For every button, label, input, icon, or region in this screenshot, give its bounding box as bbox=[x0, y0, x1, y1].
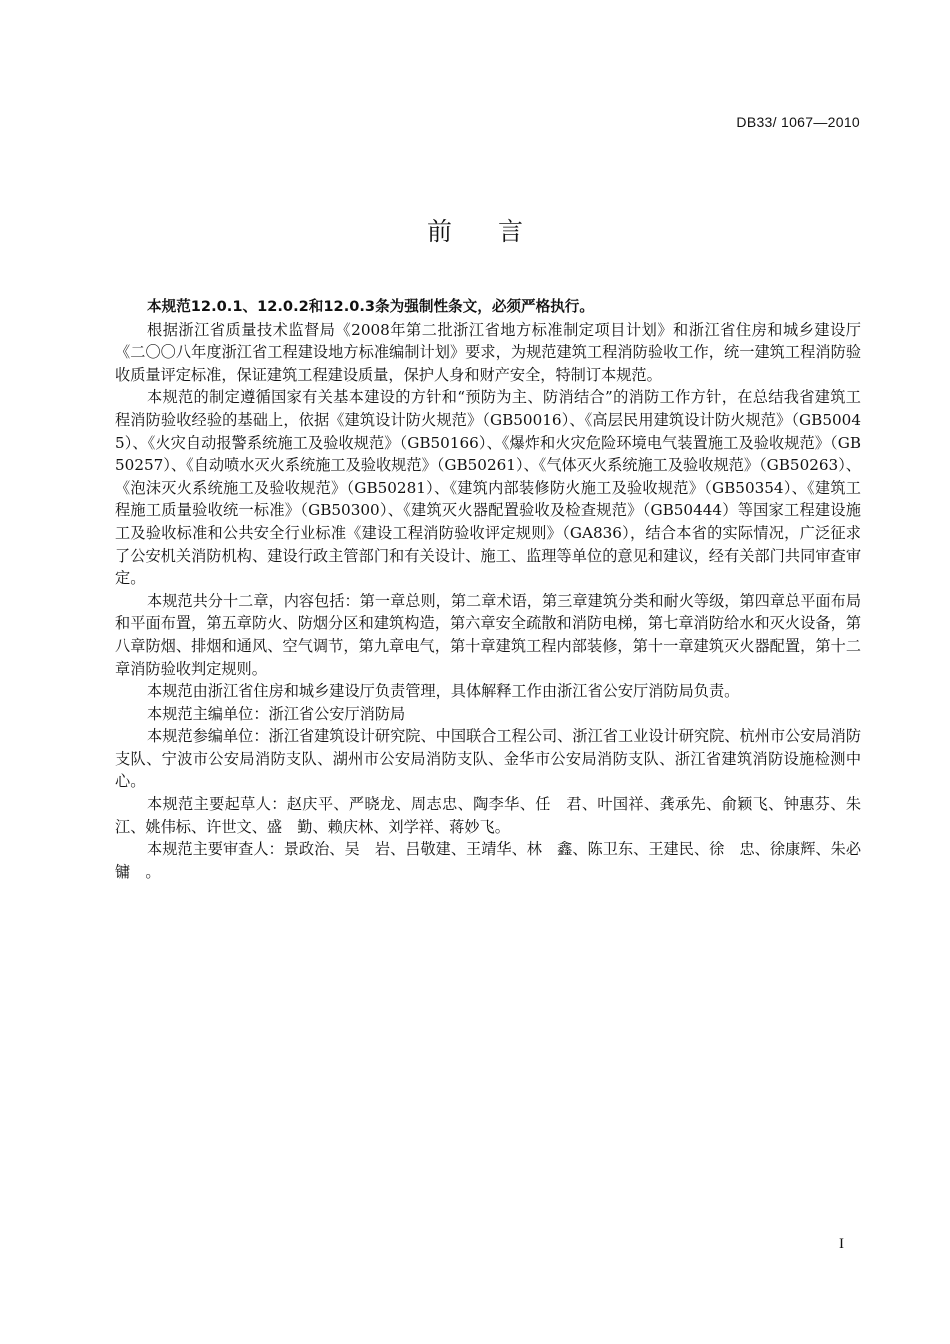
page-title: 前言 bbox=[426, 217, 569, 246]
paragraph-references: 本规范的制定遵循国家有关基本建设的方针和“预防为主、防消结合”的消防工作方针，在总结我省建筑工程消防验收经验的基础上，依据《建筑设计防火规范》（GB50016）、《高层民用建筑设计防火规范》（GB50045）、《火灾自动报警系统施工及验收规范》（GB50166）、《爆炸和火灾危险环境电气装置施工及验收规范》（GB50257）、《自动喷水灭火系统施工及验收规范》（GB50261）、《气体灭火系统施工及验收规范》（GB50263）、《泡沫灭火系统施工及验收规范》（GB50281）、《建筑内部装修防火施工及验收规范》（GB50354）、《建筑工程施工质量验收统一标准》（GB50300）、《建筑灭火器配置验收及检查规范》（GB50444）等国家工程建设施工及验收标准和公共安全行业标准《建设工程消防验收评定规则》（GA836），结合本省的实际情况，广泛征求了公安机关消防机构、建设行政主管部门和有关设计、施工、监理等单位的意见和建议，经有关部门共同审查审定。 bbox=[115, 388, 861, 588]
paragraph-drafters: 本规范主要起草人：赵庆平、严晓龙、周志忠、陶李华、任 君、叶国祥、龚承先、俞颖飞、钟惠芬、朱 江、姚伟标、许世文、盛 勤、赖庆林、刘学祥、蒋妙飞。 bbox=[115, 795, 877, 836]
document-code: DB33/ 1067—2010 bbox=[736, 114, 860, 130]
paragraph-contents: 本规范共分十二章，内容包括：第一章总则，第二章术语，第三章建筑分类和耐火等级，第四章总平面布局和平面布置，第五章防火、防烟分区和建筑构造，第六章安全疏散和消防电梯，第七章消防给水和灭火设备，第八章防烟、排烟和通风、空气调节，第九章电气，第十章建筑工程内部装修，第十一章建筑灭火器配置，第十二章消防验收判定规则。 bbox=[115, 591, 861, 678]
page-number: I bbox=[839, 1236, 844, 1252]
paragraph-management: 本规范由浙江省住房和城乡建设厅负责管理，具体解释工作由浙江省公安厅消防局负责。 bbox=[147, 682, 740, 701]
paragraph-chief-editor: 本规范主编单位：浙江省公安厅消防局 bbox=[147, 704, 406, 723]
paragraph-reviewers: 本规范主要审查人：景政治、吴 岩、吕敬建、王靖华、林 鑫、陈卫东、王建民、徐 忠、徐康辉、朱必镛 。 bbox=[115, 840, 861, 881]
paragraph-participating-units: 本规范参编单位：浙江省建筑设计研究院、中国联合工程公司、浙江省工业设计研究院、杭州市公安局消防支队、宁波市公安局消防支队、湖州市公安局消防支队、金华市公安局消防支队、浙江省建筑消防设施检测中心。 bbox=[115, 727, 861, 791]
mandatory-clause-statement: 本规范12.0.1、12.0.2和12.0.3条为强制性条文，必须严格执行。 bbox=[147, 298, 594, 315]
foreword-body bbox=[115, 296, 877, 883]
paragraph-basis: 根据浙江省质量技术监督局《2008年第二批浙江省地方标准制定项目计划》和浙江省住房和城乡建设厅《二〇〇八年度浙江省工程建设地方标准编制计划》要求，为规范建筑工程消防验收工作，统一建筑工程消防验收质量评定标准，保证建筑工程建设质量，保护人身和财产安全，特制订本规范。 bbox=[115, 320, 861, 384]
